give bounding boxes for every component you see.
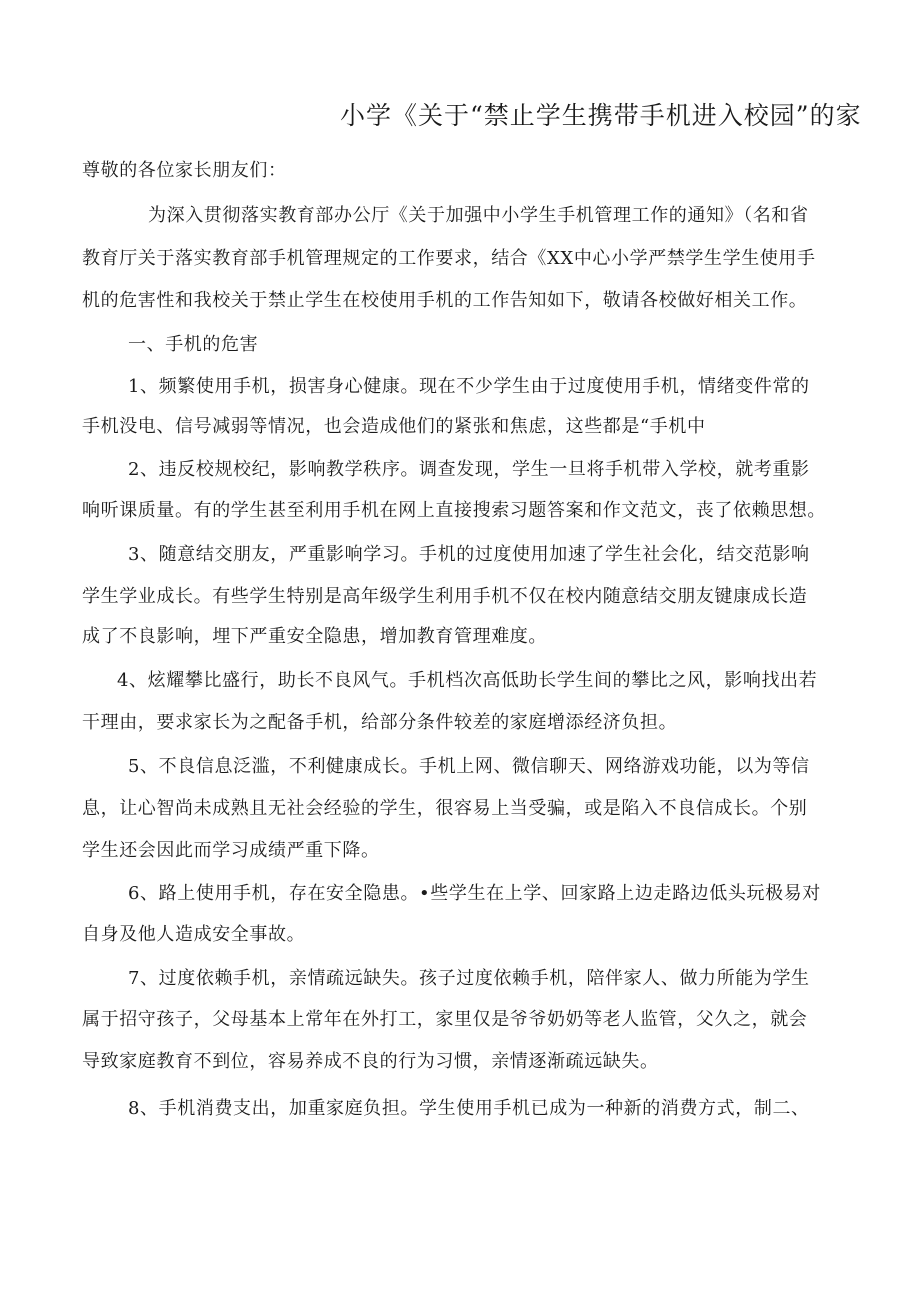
item-line: 4、炫耀攀比盛行，助长不良风气。手机档次高低助长学生间的攀比之风，影响找出若	[117, 670, 818, 691]
greeting: 尊敬的各位家长朋友们：	[82, 160, 287, 181]
item-line: 7、过度依赖手机，亲情疏远缺失。孩子过度依赖手机，陪伴家人、做力所能为学生	[128, 968, 810, 989]
item-line: 手机没电、信号减弱等情况，也会造成他们的紧张和焦虑，这些都是“手机中	[82, 416, 706, 437]
page-title: 小学《关于“禁止学生携带手机进入校园”的家	[340, 101, 862, 130]
item-line: 响听课质量。有的学生甚至利用手机在网上直接搜索习题答案和作文范文，丧了依赖思想。	[82, 500, 826, 521]
item-line: 息，让心智尚未成熟且无社会经验的学生，很容易上当受骗，或是陷入不良信成长。个别	[82, 798, 808, 819]
item-line: 3、随意结交朋友，严重影响学习。手机的过度使用加速了学生社会化，结交范影响	[128, 544, 810, 565]
intro-line: 机的危害性和我校关于禁止学生在校使用手机的工作告知如下，敬请各校做好相关工作。	[82, 290, 808, 311]
item-line: 导致家庭教育不到位，容易养成不良的行为习惯，亲情逐渐疏远缺失。	[82, 1051, 659, 1072]
item-line: 干理由，要求家长为之配备手机，给部分条件较差的家庭增添经济负担。	[82, 712, 678, 733]
item-line: 8、手机消费支出，加重家庭负担。学生使用手机已成为一种新的消费方式，制二、	[128, 1098, 810, 1119]
intro-line: 教育厅关于落实教育部手机管理规定的工作要求，结合《XX中心小学严禁学生学生使用手	[82, 248, 816, 269]
item-line: 属于招守孩子，父母基本上常年在外打工，家里仅是爷爷奶奶等老人监管，父久之，就会	[82, 1009, 808, 1030]
item-line: 成了不良影响，埋下严重安全隐患，增加教育管理难度。	[82, 626, 547, 647]
item-line: 学生还会因此而学习成绩严重下降。	[82, 840, 380, 861]
intro-line: 为深入贯彻落实教育部办公厅《关于加强中小学生手机管理工作的通知》（名和省	[148, 205, 809, 226]
item-line: 学生学业成长。有些学生特别是高年级学生利用手机不仅在校内随意结交朋友键康成长造	[82, 586, 808, 607]
item-line: 6、路上使用手机，存在安全隐患。•些学生在上学、回家路上边走路边低头玩极易对	[128, 883, 821, 904]
section-heading: 一、手机的危害	[128, 334, 259, 355]
item-line: 5、不良信息泛滥，不利健康成长。手机上网、微信聊天、网络游戏功能，以为等信	[128, 756, 810, 777]
item-line: 2、违反校规校纪，影响教学秩序。调查发现，学生一旦将手机带入学校，就考重影	[128, 459, 810, 480]
item-line: 1、频繁使用手机，损害身心健康。现在不少学生由于过度使用手机，情绪变件常的	[128, 376, 810, 397]
item-line: 自身及他人造成安全事故。	[82, 924, 306, 945]
